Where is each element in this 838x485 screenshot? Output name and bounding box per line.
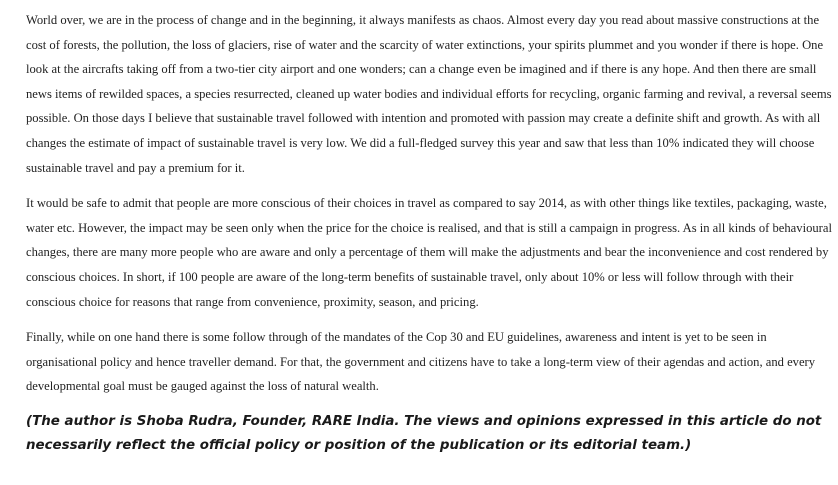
paragraph-3: Finally, while on one hand there is some follow through of the mandates of the Cop 30 and EU guidelines, awareness and intent is yet to be seen in organisational policy and hence traveller demand. For that, the government and citizens have to take a long-term view of their agendas and action, and every developmental goal must be gauged against the loss of natural wealth.	[26, 330, 816, 394]
author-disclaimer: (The author is Shoba Rudra, Founder, RARE India. The views and opinions expressed in this article do not necessarily reflect the official policy or position of the publication or its editorial team.)	[26, 413, 822, 454]
article-body	[26, 8, 834, 459]
paragraph-2: It would be safe to admit that people are more conscious of their choices in travel as compared to say 2014, as with other things like textiles, packaging, waste, water etc. However, the impact may be seen only when the price for the choice is realised, and that is still a campaign in progress. As in all kinds of behavioural changes, there are many more people who are aware and only a percentage of them will make the adjustments and bear the inconvenience and cost rendered by conscious choices. In short, if 100 people are aware of the long-term benefits of sustainable travel, only about 10% or less will follow through with their conscious choice for reasons that range from convenience, proximity, season, and pricing.	[26, 196, 832, 309]
paragraph-1: World over, we are in the process of change and in the beginning, it always manifests as chaos. Almost every day you read about massive constructions at the cost of forests, the pollution, the loss of glaciers, rise of water and the scarcity of water extinctions, your spirits plummet and you wonder if there is hope. One look at the aircrafts taking off from a two-tier city airport and one wonders; can a change even be imagined and if there is any hope. And then there are small news items of rewilded spaces, a species resurrected, cleaned up water bodies and individual efforts for recycling, organic farming and revival, a reversal seems possible. On those days I believe that sustainable travel followed with intention and promoted with passion may create a definite shift and growth. As with all changes the estimate of impact of sustainable travel is very low. We did a full-fledged survey this year and saw that less than 10% indicated they will choose sustainable travel and pay a premium for it.	[26, 13, 832, 175]
